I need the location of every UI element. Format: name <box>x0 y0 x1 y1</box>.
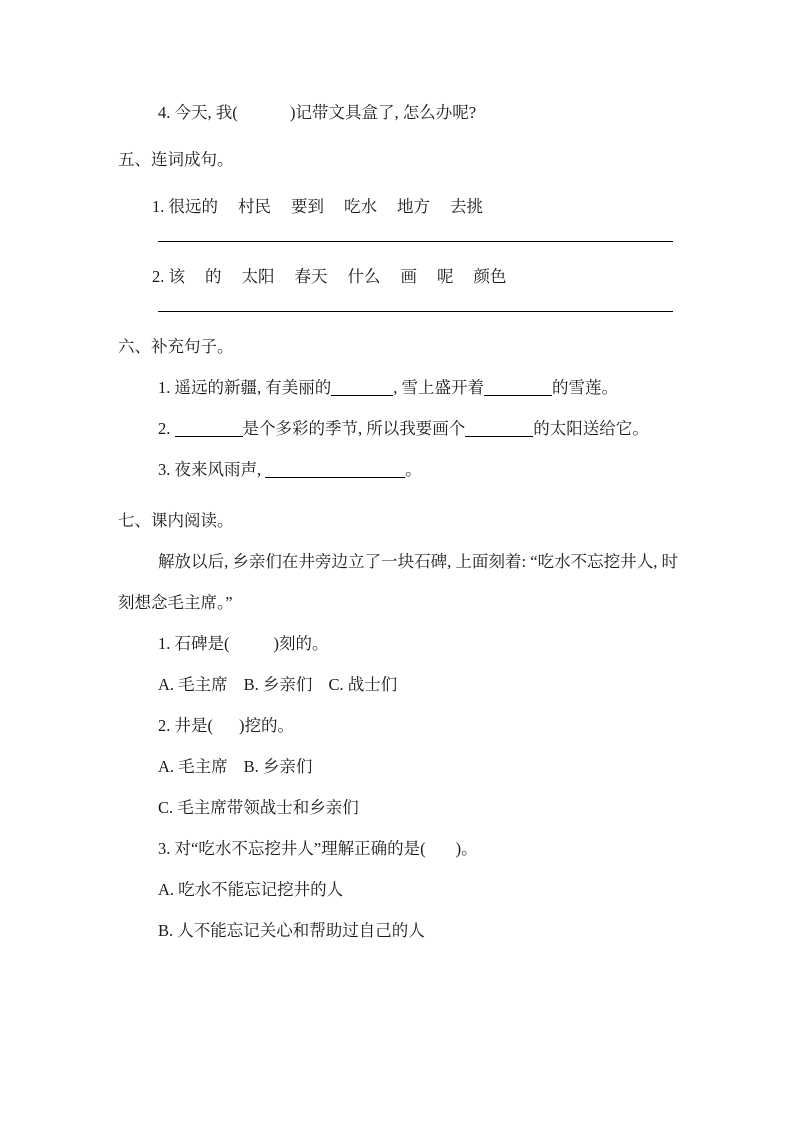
section-six-item-3 <box>158 449 678 490</box>
item-number: 4. <box>158 103 171 122</box>
item-number: 1. <box>152 197 165 216</box>
question-2 <box>158 705 678 746</box>
question-3-option-a <box>158 869 678 910</box>
item-number: 2. <box>158 419 171 438</box>
option-c[interactable]: C. 战士们 <box>328 675 398 694</box>
section-six-item-2 <box>118 408 678 449</box>
question-stem-tail: )刻的。 <box>273 634 329 653</box>
option-c[interactable]: C. 毛主席带领战士和乡亲们 <box>158 798 359 817</box>
spacer <box>118 312 678 326</box>
spacer <box>118 242 678 256</box>
fill-blank[interactable] <box>484 380 552 396</box>
item-text-segment: 的雪莲。 <box>552 378 618 397</box>
fill-blank[interactable] <box>175 421 243 437</box>
section-six-heading: 六、补充句子。 <box>118 337 234 356</box>
question-3-option-b <box>158 910 678 951</box>
question-3 <box>158 828 678 869</box>
word-token: 吃水 <box>344 197 377 216</box>
reading-passage: 解放以后, 乡亲们在井旁边立了一块石碑, 上面刻着: “吃水不忘挖井人, 时刻想念毛主席。” <box>118 552 678 612</box>
spacer <box>118 490 678 500</box>
word-token: 呢 <box>437 267 454 286</box>
fill-blank[interactable] <box>331 380 393 396</box>
item-number: 3. <box>158 839 171 858</box>
item-text-before: 今天, 我( <box>174 103 238 122</box>
question-2-options-row-2 <box>158 787 678 828</box>
worksheet-content <box>118 92 678 951</box>
option-b[interactable]: B. 乡亲们 <box>243 675 313 694</box>
word-token: 春天 <box>294 267 328 286</box>
option-a[interactable]: A. 毛主席 <box>158 757 228 776</box>
option-b[interactable]: B. 乡亲们 <box>243 757 313 776</box>
word-token: 村民 <box>238 197 271 216</box>
question-1-options <box>158 664 678 705</box>
option-a[interactable]: A. 毛主席 <box>158 675 228 694</box>
section-five-item-2 <box>152 256 678 297</box>
item-text-segment: , 雪上盛开着 <box>393 378 484 397</box>
section-five-heading: 五、连词成句。 <box>118 150 234 169</box>
word-token: 该 <box>168 267 185 286</box>
word-token: 去挑 <box>450 197 483 216</box>
spacer <box>118 227 678 241</box>
item-text-segment: 的太阳送给它。 <box>533 419 649 438</box>
item-text-segment: 夜来风雨声, <box>174 460 262 479</box>
spacer <box>118 297 678 311</box>
word-token: 地方 <box>397 197 430 216</box>
item-number: 3. <box>158 460 171 479</box>
question-stem-tail: )挖的。 <box>239 716 294 735</box>
word-token: 什么 <box>347 267 381 286</box>
question-stem: 石碑是( <box>174 634 230 653</box>
item-text-segment: 是个多彩的季节, 所以我要画个 <box>242 419 466 438</box>
item-number: 1. <box>158 378 171 397</box>
section-six-item-1 <box>158 367 678 408</box>
question-stem: 井是( <box>174 716 213 735</box>
question-1 <box>158 623 678 664</box>
item-text-after: )记带文具盒了, 怎么办呢? <box>290 103 477 122</box>
word-token: 画 <box>400 267 417 286</box>
item-text-segment: 遥远的新疆, 有美丽的 <box>174 378 332 397</box>
question-2-options-row-1 <box>158 746 678 787</box>
item-text-segment: 。 <box>405 460 422 479</box>
fill-blank[interactable] <box>265 462 405 478</box>
section-five-item-1 <box>152 186 678 227</box>
word-token: 的 <box>205 267 222 286</box>
word-token: 很远的 <box>168 197 218 216</box>
option-b[interactable]: B. 人不能忘记关心和帮助过自己的人 <box>158 921 425 940</box>
word-token: 颜色 <box>473 267 507 286</box>
option-a[interactable]: A. 吃水不能忘记挖井的人 <box>158 880 344 899</box>
word-token: 太阳 <box>241 267 275 286</box>
question-stem-tail: )。 <box>455 839 478 858</box>
item-number: 2. <box>158 716 171 735</box>
word-token: 要到 <box>291 197 324 216</box>
item-number: 1. <box>158 634 171 653</box>
section-seven-heading: 七、课内阅读。 <box>118 511 234 530</box>
section-four-item-4 <box>158 92 678 133</box>
fill-blank[interactable] <box>465 421 533 437</box>
question-stem: 对“吃水不忘挖井人”理解正确的是( <box>174 839 426 858</box>
item-number: 2. <box>152 267 165 286</box>
